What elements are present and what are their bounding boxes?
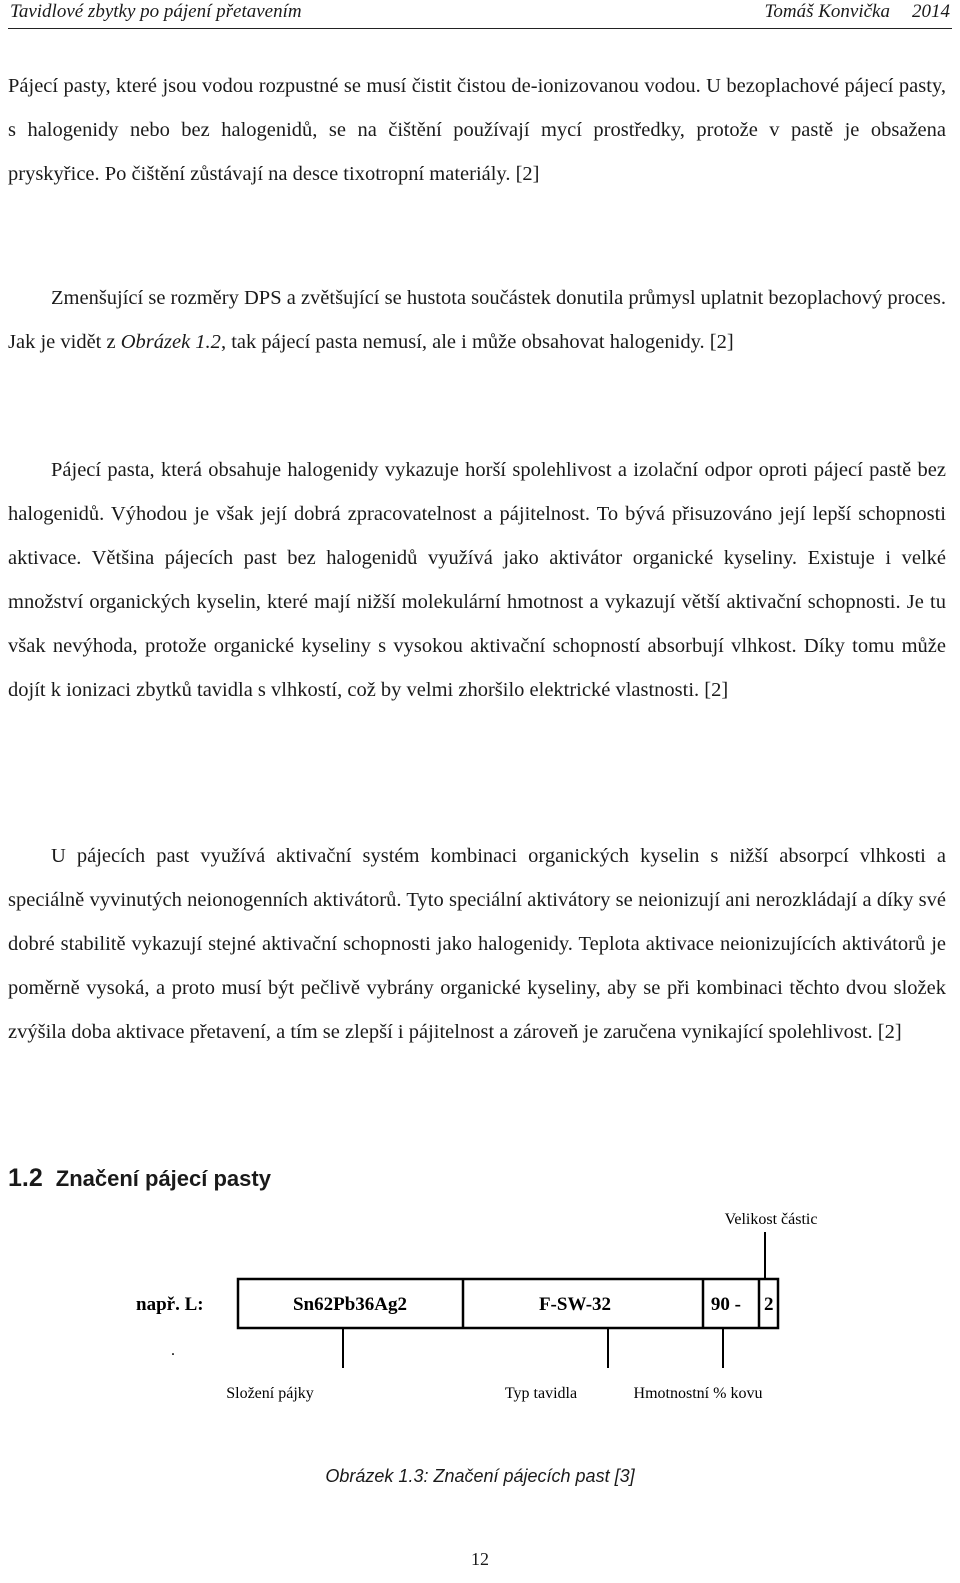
document-title: Tavidlové zbytky po pájení přetavením [10, 1, 302, 22]
section-title: Značení pájecí pasty [55, 1166, 271, 1191]
figure-caption: Obrázek 1.3: Značení pájecích past [3] [325, 1466, 635, 1486]
marking-diagram [8, 1200, 954, 1420]
label-alloy-composition: Složení pájky [226, 1385, 314, 1402]
paragraph-no-clean-process [8, 276, 946, 364]
label-particle-size: Velikost částic [724, 1211, 818, 1228]
page-number: 12 [471, 1549, 489, 1569]
header-right [765, 1, 950, 23]
paragraph-activation-system: U pájecích past využívá aktivační systém kombinaci organických kyselin s nižší absorpcí vlhkosti a speciálně vyvinutých neionogenních aktivátorů. Tyto speciální aktivátory se neionizují ani nerozkládají a díky své dobré stabilitě vykazují stejné aktivační schopnosti jako halogenidy. Teplota aktivace neionizujících aktivátorů je poměrně vysoká, a proto musí být pečlivě vybrány organické kyseliny, aby se při kombinaci těchto dvou složek zvýšila doba aktivace přetavení, a tím se zlepší i pájitelnost a zároveň je zaručena vynikající spolehlivost. [2] [8, 845, 946, 1043]
alloy-code: Sn62Pb36Ag2 [292, 1294, 408, 1315]
particle-size: 2 [764, 1294, 774, 1315]
solder-paste-marking-figure [8, 1200, 954, 1420]
section-heading [8, 1163, 271, 1194]
label-metal-percent: Hmotnostní % kovu [633, 1385, 763, 1402]
paragraph-water-soluble: Pájecí pasty, které jsou vodou rozpustné se musí čistit čistou de-ionizovanou vodou. U bezoplachové pájecí pasty, s halogenidy nebo bez halogenidů, se na čištění používají mycí prostředky, protože v pastě je obsažena pryskyřice. Po čištění zůstávají na desce tixotropní materiály. [2] [8, 75, 946, 185]
metal-percent: 90 - [710, 1294, 741, 1315]
stray-dot: . [171, 1342, 175, 1359]
label-flux-type: Typ tavidla [504, 1385, 578, 1402]
example-label: např. L: [136, 1294, 204, 1315]
flux-code: F-SW-32 [538, 1294, 612, 1315]
figure-reference: Obrázek 1.2 [120, 331, 221, 353]
year: 2014 [912, 1, 950, 22]
section-number: 1.2 [8, 1164, 43, 1192]
paragraph-text: Zmenšující se rozměry DPS a zvětšující se hustota součástek donutila průmysl uplatnit bezoplachový proces. Jak je vidět z [8, 287, 946, 353]
author-name: Tomáš Konvička [764, 1, 890, 22]
paragraph-text: , tak pájecí pasta nemusí, ale i může obsahovat halogenidy. [2] [220, 331, 734, 353]
page-header [8, 0, 952, 29]
paragraph-halogen-paste: Pájecí pasta, která obsahuje halogenidy vykazuje horší spolehlivost a izolační odpor oproti pájecí pastě bez halogenidů. Výhodou je však její dobrá zpracovatelnost a pájitelnost. To bývá přisuzováno její lepší schopnosti aktivace. Většina pájecích past bez halogenidů využívá jako aktivátor organické kyseliny. Existuje i velké množství organických kyselin, které mají nižší molekulární hmotnost a vykazují větší aktivační schopnosti. Je tu však nevýhoda, protože organické kyseliny s vysokou aktivační schopností absorbují vlhkost. Díky tomu může dojít k ionizaci zbytků tavidla s vlhkostí, což by velmi zhoršilo elektrické vlastnosti. [2] [8, 459, 946, 701]
